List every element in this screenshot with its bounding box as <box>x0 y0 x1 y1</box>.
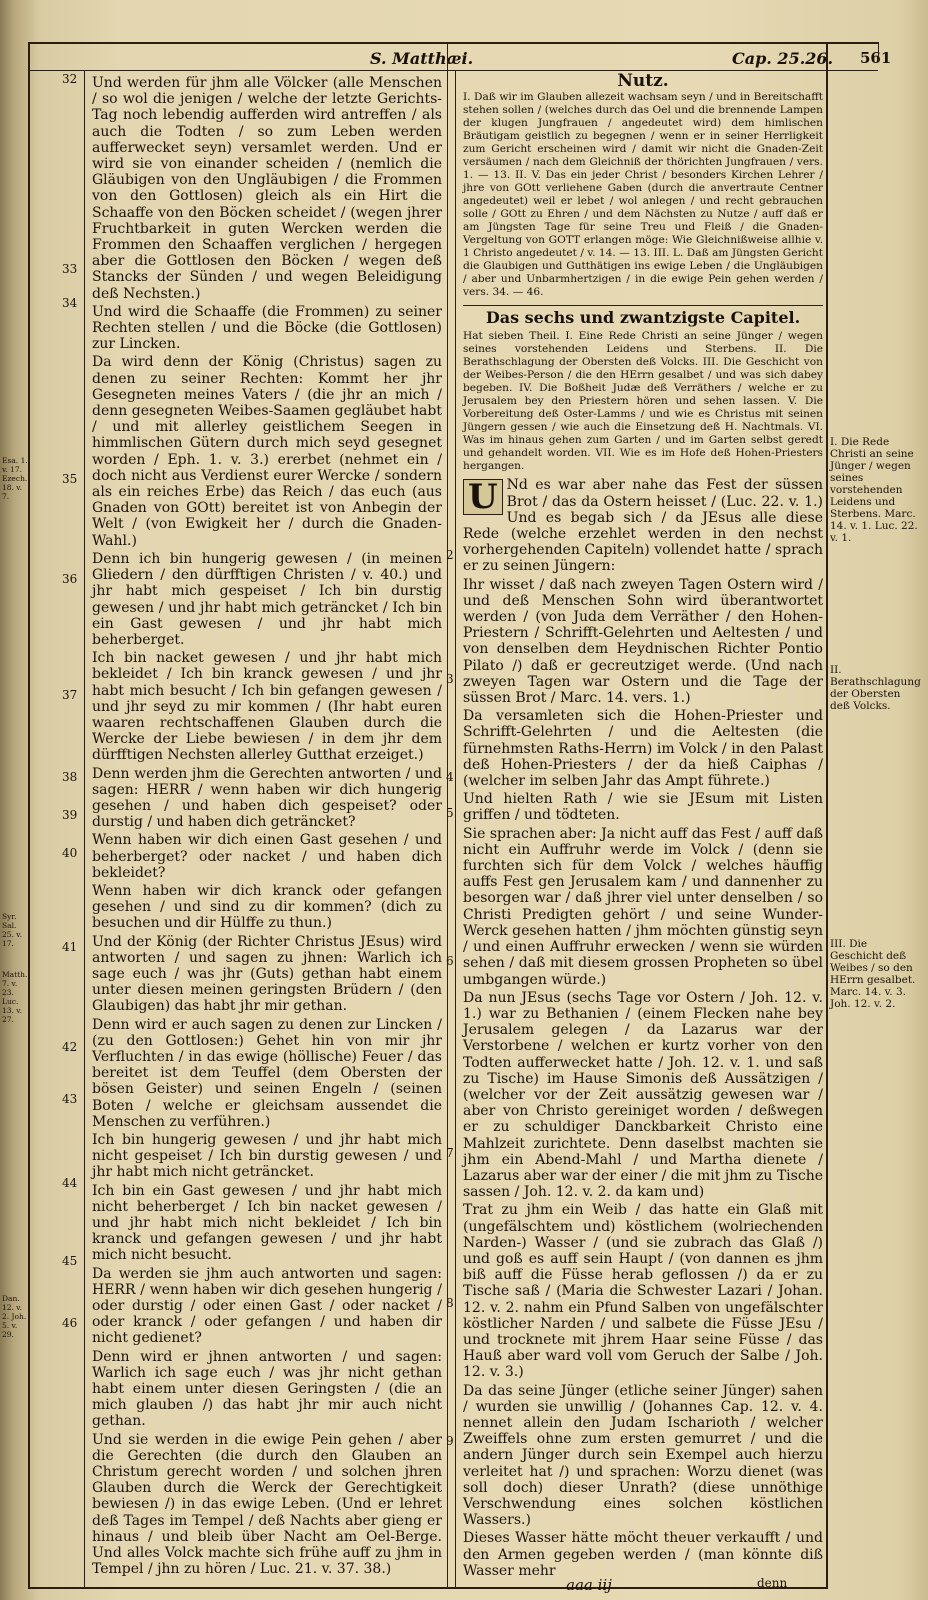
margin-note: I. Die Rede Christi an seine Jünger / wegen seines vorstehenden Leidens und Sterbens. Marc. 14. v. 1. Luc. 22. v. 1. <box>830 436 918 544</box>
verse-text: Denn wird er auch sagen zu denen zur Lincken / (zu den Gottlosen:) Gehet hin von mir jhr Verfluchten / in das ewige (höllische) Feuer / das bereitet ist dem Teuffel (dem Obersten der bösen Geister) und seinen Engeln / (seinen Boten / welche er gleichsam aussendet die Menschen zu verführen.) <box>92 1016 442 1130</box>
margin-note: III. Die Geschicht deß Weibes / so den HErrn gesalbet. Marc. 14. v. 3. Joh. 12. v. 2. <box>830 938 916 1010</box>
running-title: S. Matthæi. <box>370 49 474 68</box>
verse-text: Und werden für jhm alle Völcker (alle Menschen / so wol die jenigen / welche der letzte Gerichts-Tag noch lebendig aufferden wird antreffen / als auch die Todten / so zum Leben werden aufferwecket seyn) versamlet werden. Und er wird sie von einander scheiden / (nemlich die Gläubigen von den Ungläubigen / die Frommen von den Gottlosen) gleich als ein Hirt die Schaaffe von den Böcken scheidet / (wegen jhrer Fruchtbarkeit in guten Wercken werden die Frommen den Schaaffen verglichen / hergegen aber die Gottlosen den Böcken / wegen deß Stancks der Sünden / und wegen Beleidigung deß Nechsten.) <box>92 75 442 302</box>
verse-text: Dieses Wasser hätte möcht theuer verkaufft / und den Armen gegeben werden / (man könnte diß Wasser mehr <box>463 1530 823 1579</box>
page-number-box-rule <box>878 42 879 62</box>
verse-text: Ihr wisset / daß nach zweyen Tagen Ostern wird / und deß Menschen Sohn wird überantwortet werden / (von Juda dem Verräther / den Hohen-Priestern / Schrifft-Gelehrten und Aeltesten / und von denselben dem Heydnischen Richter Pontio Pilato /) daß er gecreutziget werde. (Und nach zweyen Tagen war Ostern und die Tage der süssen Brot / Marc. 14. vers. 1.) <box>463 576 823 707</box>
verse-number-rule-right <box>455 70 456 1587</box>
verse-text: Denn werden jhm die Gerechten antworten / und sagen: HERR / wenn haben wir dich hungerig gesehen / und haben dich gespeiset? oder durstig / und haben dich geträncket? <box>92 765 442 831</box>
verse-number: 36 <box>62 572 78 586</box>
verse-number: 5 <box>446 806 454 820</box>
verse-text: Sie sprachen aber: Ja nicht auff das Fest / auff daß nicht ein Auffruhr werde im Volck / (denn sie furchten sich für dem Volck / welches häuffig auffs Fest gen Jerusalem kam / und dannenher zu besorgen war / daß jhrer viel unter denselben / so Christi Predigten gehört / und seine Wunder-Werck gesehen hatten / jhm möchten günstig seyn / und einen Auffruhr erwecken / wenn sie würden sehen / daß mit diesem grossen Propheten so übel umbgangen würde.) <box>463 825 823 988</box>
verse-number: 33 <box>62 262 78 276</box>
verse-text: Wenn haben wir dich einen Gast gesehen / und beherberget? oder nacket / und haben dich bekleidet? <box>92 832 442 881</box>
verse-number: 39 <box>62 808 78 822</box>
verse-text: Da werden sie jhm auch antworten und sagen: HERR / wenn haben wir dich gesehen hungerig / oder durstig / oder einen Gast / oder nacket / oder kranck / oder gefangen / und haben dir nicht gedienet? <box>92 1265 442 1347</box>
verse-number: 34 <box>62 296 78 310</box>
verse-text: Trat zu jhm ein Weib / das hatte ein Glaß mit (ungefälschtem und) köstlichem (wolriechenden Narden-) Wasser / (und sie zubrach das Glaß /) und goß es auff sein Haupt / (von dannen es jhm biß auff die Füsse herab geflossen /) da er zu Tische saß / (Maria die Schwester Lazari / Johan. 12. v. 2. nahm ein Pfund Salben von ungefälschter köstlicher Narden / und salbete die Füsse JEsu / und trocknete mit jhrem Haar seine Füsse / das Hauß aber ward voll vom Geruch der Salbe / Joh. 12. v. 3.) <box>463 1202 823 1381</box>
verse-number: 46 <box>62 1316 78 1330</box>
chapter-summary: Hat sieben Theil. I. Eine Rede Christi an seine Jünger / wegen seines vorstehenden Leidens und Sterbens. II. Die Berathschlagung der Obersten deß Volcks. III. Die Geschicht von der Weibes-Person / die den HErrn gesalbet / und was sich dabey begeben. IV. Die Boßheit Judæ deß Verräthers / welche er zu Jerusalem bey den Priestern hören und sehen lassen. V. Die Vorbereitung deß Oster-Lamms / und wie es Christus mit seinen Jüngern gessen / wie auch die Einsetzung deß H. Nachtmals. VI. Was im hinaus gehen zum Garten / und im Garten selbst geredt und gehandelt worden. VII. Wie es im Hofe deß Hohen-Priesters hergangen. <box>463 330 823 473</box>
catchword: denn <box>757 1576 788 1590</box>
verse-number: 3 <box>446 672 454 686</box>
verse-number: 4 <box>446 770 454 784</box>
margin-ref: Dan. 12. v. 2. Joh. 5. v. 29. <box>2 1294 27 1339</box>
verse-text: Ich bin ein Gast gewesen / und jhr habt mich nicht beherberget / Ich bin nacket gewesen / und jhr habt mich nicht bekleidet / Ich bin kranck und gefangen gewesen / und jhr habt mich nicht besucht. <box>92 1182 442 1264</box>
verse-number: 2 <box>446 548 454 562</box>
margin-ref: Esa. 1. v. 17. Ezech. 18. v. 7. <box>2 456 28 501</box>
verse-number: 37 <box>62 688 78 702</box>
verse-number-rule-left <box>84 70 85 1587</box>
signature-mark: aaa iij <box>566 1576 612 1594</box>
left-column <box>92 75 442 1579</box>
decorated-initial: U <box>463 479 503 515</box>
chapter-reference: Cap. 25.26. <box>732 49 834 68</box>
chapter-heading: Das sechs und zwantzigste Capitel. <box>463 305 823 326</box>
verse-text: Ich bin hungerig gewesen / und jhr habt mich nicht gespeiset / Ich bin durstig gewesen / und jhr habt mich nicht geträncket. <box>92 1132 442 1181</box>
verse-text: Da das seine Jünger (etliche seiner Jünger) sahen / wurden sie unwillig / (Johannes Cap. 12. v. 4. nennet allein den Judam Ischarioth / welcher Zweiffels ohne zum ersten gemurret / und die andern Jünger durch sein Exempel auch hierzu verleitet hat /) und sprachen: Worzu dienet (was soll doch) dieser Unrath? (diese unnöthige Verschwendung eines solchen köstlichen Wassers.) <box>463 1382 823 1529</box>
verse-number: 8 <box>446 1296 454 1310</box>
verse-number: 43 <box>62 1092 78 1106</box>
nutz-heading: Nutz. <box>617 71 669 91</box>
verse-text: Und wird die Schaaffe (die Frommen) zu seiner Rechten stellen / und die Böcke (die Gottlosen) zur Lincken. <box>92 303 442 353</box>
verse-number: 7 <box>446 1146 454 1160</box>
verse-number: 44 <box>62 1176 78 1190</box>
verse-text: Und der König (der Richter Christus JEsus) wird antworten / und sagen zu jhnen: Warlich ich sage euch / was jhr (Guts) gethan habt einem unter diesen meinen geringsten Brüdern / (den Glaubigen) das habt jhr mir gethan. <box>92 933 442 1015</box>
header-rule <box>28 70 878 71</box>
verse-number: 45 <box>62 1254 78 1268</box>
verse-text: Da wird denn der König (Christus) sagen zu denen zu seiner Rechten: Kommt her jhr Gesegneten meines Vaters / (die jhr an mich / denn gesegneten Weibes-Saamen gegläubet habt / und mit allerley geistlichem Seegen in himmlischen Gütern durch mich seyd gesegnet worden / Eph. 1. v. 3.) ererbet (nehmet ein / doch nicht aus Verdienst eurer Wercke / sondern als ein reiches Erbe) das Reich / das euch (aus Gnaden von GOtt) bereitet ist von Anbegin der Welt / (von Ewigkeit her / durch die Gnaden-Wahl.) <box>92 354 442 549</box>
nutz-text: I. Daß wir im Glauben allezeit wachsam seyn / und in Bereitschafft stehen sollen / (welches durch das Oel und die brennende Lampen der klugen Jungfrauen / angedeutet wird) dem himlischen Bräutigam geistlich zu begegnen / wenn er in seiner Herrligkeit zum Gericht erscheinen wird / damit wir nicht die Gnaden-Zeit versäumen / nach dem Gleichniß der thörichten Jungfrauen / vers. 1. — 13. II. V. Das ein jeder Christ / besonders Kirchen Lehrer / jhre von GOtt verliehene Gaben (durch die anvertraute Centner angedeutet) weil er lebet / wol anlegen / und recht gebrauchen solle / GOtt zu Ehren / und dem Nächsten zu Nutze / auff daß er am Jüngsten Tage für seine Treu und Fleiß / die Gnaden-Vergeltung von GOTT erlangen möge: Wie Gleichnißweise allhie v. 1 Christo angedeutet / v. 14. — 13. III. L. Daß am Jüngsten Gericht die Glaubigen und Gutthätigen ins ewige Leben / die Ungläubigen / aber und Unbarmhertzigen / in die ewige Pein gehen werden / vers. 34. — 46. <box>463 91 823 299</box>
verse-number: 6 <box>446 954 454 968</box>
verse-text: Wenn haben wir dich kranck oder gefangen gesehen / und sind zu dir kommen? (dich zu besuchen und dir Hülffe zu thun.) <box>92 882 442 932</box>
margin-note: II. Berathschlagung der Obersten deß Volcks. <box>830 664 921 712</box>
verse-text: Und sie werden in die ewige Pein gehen / aber die Gerechten (die durch den Glauben an Christum gerecht worden / und solchen jhren Glauben durch die Werck der Gerechtigkeit bewiesen /) in das ewige Leben. (Und er lehret deß Tages im Tempel / deß Nachts aber gieng er hinaus / und bleib über Nacht am Oel-Berge. Und alles Volck machte sich frühe auff zu jhm in Tempel / jhn zu hören / Luc. 21. v. 37. 38.) <box>92 1431 442 1578</box>
margin-ref: Matth. 7. v. 23. Luc. 13. v. 27. <box>2 970 28 1024</box>
verse-text: Denn ich bin hungerig gewesen / (in meinen Gliedern / den dürfftigen Christen / v. 40.) und jhr habt mich gespeiset / Ich bin durstig gewesen / und jhr habt mich geträncket / Ich bin ein Gast gewesen / und jhr habt mich beherberget. <box>92 550 442 648</box>
verse-number: 40 <box>62 846 78 860</box>
verse-text: Denn wird er jhnen antworten / und sagen: Warlich ich sage euch / was jhr nicht gethan habt einem unter diesen Geringsten / (die an mich glauben /) das habt jhr mir auch nicht gethan. <box>92 1348 442 1430</box>
verse-number: 42 <box>62 1040 78 1054</box>
verse-text: Da versamleten sich die Hohen-Priester und Schrifft-Gelehrten / und die Aeltesten (die fürnehmsten Raths-Herrn) im Volck / in den Palast deß Hohen-Priesters / der da hieß Caiphas / (welcher im selben Jahr das Ampt führete.) <box>463 708 823 790</box>
verse-text: Da nun JEsus (sechs Tage vor Ostern / Joh. 12. v. 1.) war zu Bethanien / (einem Flecken nahe bey Jerusalem gelegen / da Lazarus war der Verstorbene / welchen er kurtz vorher von den Todten aufferwecket hatte / Joh. 12. v. 1. und saß zu Tische) im Hause Simonis deß Aussätzigen / (welcher vor der Zeit aussätzig gewesen war / aber von Christo gereiniget worden / deßwegen er zu schuldiger Danckbarkeit Christo eine Mahlzeit zurichtete. Denn daselbst machten sie jhm ein Abend-Mahl / und Martha dienete / Lazarus aber war der einer / die mit jhm zu Tische sassen / Joh. 12. v. 2. da kam und) <box>463 989 823 1201</box>
page-number: 561 <box>860 49 892 67</box>
verse-number: 38 <box>62 770 78 784</box>
verse-text: Nd es war aber nahe das Fest der süssen Brot / das da Ostern heisset / (Luc. 22. v. 1.) Und es begab sich / da JEsus alle diese Rede (welche erzehlet werden in den nechst vorhergehenden Capiteln) vollendet hatte / sprach er zu seinen Jüngern: <box>463 477 823 575</box>
verse-number: 41 <box>62 940 78 954</box>
margin-ref: Syr. Sal. 25. v. 17. <box>2 912 23 948</box>
verse-number: 9 <box>446 1434 454 1448</box>
verse-text: Ich bin nacket gewesen / und jhr habt mich bekleidet / Ich bin kranck gewesen / und jhr habt mich besucht / Ich bin gefangen gewesen / und jhr seyd zu mir kommen / (Ihr habt euren waaren rechtschaffenen Glauben durch die Wercke der Liebe bewiesen / in dem jhr dem dürfftigen Nechsten allerley Gutthat erzeiget.) <box>92 650 442 764</box>
verse-number: 35 <box>62 472 78 486</box>
verse-number: 32 <box>62 72 78 86</box>
right-column <box>463 71 823 1581</box>
verse-text: Und hielten Rath / wie sie JEsum mit Listen griffen / und tödteten. <box>463 791 823 824</box>
